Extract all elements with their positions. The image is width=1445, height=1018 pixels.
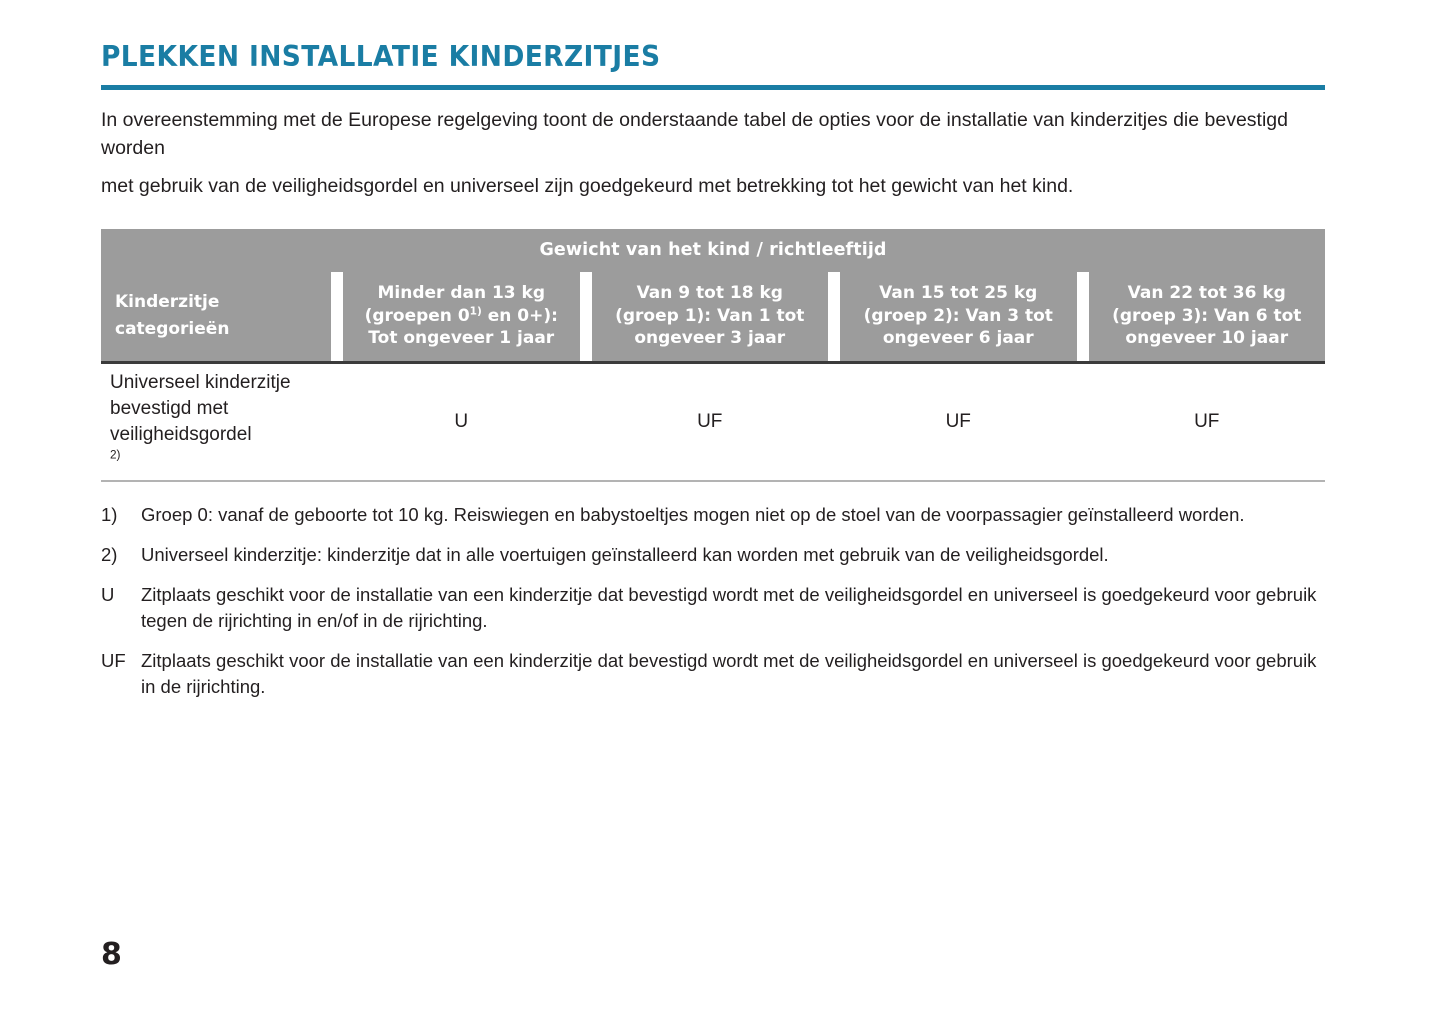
row-0-cell-1: UF: [697, 410, 723, 432]
footnotes-section: [101, 502, 1325, 700]
table-header-category-line2: categorieën: [115, 319, 230, 339]
col2-line3: ongeveer 6 jaar: [882, 328, 1034, 349]
col3-line1: Van 22 tot 36 kg: [1127, 283, 1286, 304]
col0-footnote-ref: 1): [469, 305, 482, 318]
footnote-2-text: Universeel kinderzitje: kinderzitje dat in alle voertuigen geïnstalleerd kan worden met gebruik van de veiligheidsgordel.: [141, 543, 1109, 565]
row-0-label-line1: Universeel kinderzitje: [110, 371, 291, 393]
row-0-label-line2: bevestigd met: [110, 397, 229, 419]
col2-line2a: (groep 2): Van 3 tot: [863, 305, 1053, 326]
table-banner-label: Gewicht van het kind / richtleeftijd: [539, 240, 887, 260]
child-seat-table: [101, 229, 1325, 482]
table-header-col-2: [840, 272, 1077, 361]
footnote-uf-text: Zitplaats geschikt voor de installatie van een kinderzitje dat bevestigd wordt met de veiligheidsgordel en universeel is goedgekeurd voor gebruik in de rijrichting.: [141, 649, 1317, 697]
col1-line3: ongeveer 3 jaar: [634, 328, 786, 349]
footnote-2-marker: 2): [101, 543, 118, 565]
table-banner: [101, 229, 1325, 272]
table-header-row: [101, 272, 1325, 364]
intro-section: [101, 107, 1325, 201]
row-0-cell-3: UF: [1194, 410, 1220, 432]
table-header-col-3: [1089, 272, 1326, 361]
header-gap-3: [828, 272, 840, 361]
row-0-cell-2: UF: [945, 410, 971, 432]
row-0-label: [101, 364, 331, 480]
col1-line2a: (groep 1): Van 1 tot: [615, 305, 805, 326]
page-content: [101, 40, 1325, 700]
title-underline-rule: [101, 85, 1325, 90]
table-row: [101, 364, 1325, 482]
row-0-label-line3: veiligheidsgordel: [110, 423, 252, 445]
table-header-col-0: [343, 272, 580, 361]
col2-line1: Van 15 tot 25 kg: [879, 283, 1038, 304]
footnote-1: [101, 502, 1325, 528]
footnote-u-text: Zitplaats geschikt voor de installatie van een kinderzitje dat bevestigd wordt met de veiligheidsgordel en universeel is goedgekeurd voor gebruik tegen de rijrichting in en/of in de rijrichting.: [141, 583, 1317, 631]
header-gap-4: [1077, 272, 1089, 361]
table-header-category: [101, 272, 331, 361]
footnote-1-text: Groep 0: vanaf de geboorte tot 10 kg. Reiswiegen en babystoeltjes mogen niet op de stoel van de voorpassagier geïnstalleerd worden.: [141, 503, 1245, 525]
col0-line2b: en 0+):: [481, 305, 558, 326]
col0-line1: Minder dan 13 kg: [377, 283, 546, 304]
page-title: PLEKKEN INSTALLATIE KINDERZITJES: [101, 40, 661, 73]
table-header-col-1: [592, 272, 829, 361]
table-header-category-line1: Kinderzitje: [115, 292, 220, 312]
footnote-u-marker: U: [101, 583, 115, 605]
page-number: 8: [101, 937, 122, 972]
footnote-u: [101, 582, 1325, 634]
intro-paragraph-2: met gebruik van de veiligheidsgordel en universeel zijn goedgekeurd met betrekking tot het gewicht van het kind.: [101, 175, 1074, 197]
footnote-2: [101, 542, 1325, 568]
intro-paragraph-1: In overeenstemming met de Europese regelgeving toont de onderstaande tabel de opties voor de installatie van kinderzitjes die bevestigd worden: [101, 109, 1288, 159]
col3-line2a: (groep 3): Van 6 tot: [1112, 305, 1302, 326]
col3-line3: ongeveer 10 jaar: [1125, 328, 1289, 349]
header-gap-1: [331, 272, 343, 361]
header-gap-2: [580, 272, 592, 361]
footnote-uf: [101, 648, 1325, 700]
row-0-cell-0: U: [454, 410, 469, 432]
col0-line3: Tot ongeveer 1 jaar: [368, 328, 555, 349]
row-0-footnote-ref: 2): [110, 448, 121, 462]
footnote-1-marker: 1): [101, 503, 118, 525]
footnote-uf-marker: UF: [101, 649, 126, 671]
col1-line1: Van 9 tot 18 kg: [636, 283, 783, 304]
col0-line2a: (groepen 0: [364, 305, 470, 326]
